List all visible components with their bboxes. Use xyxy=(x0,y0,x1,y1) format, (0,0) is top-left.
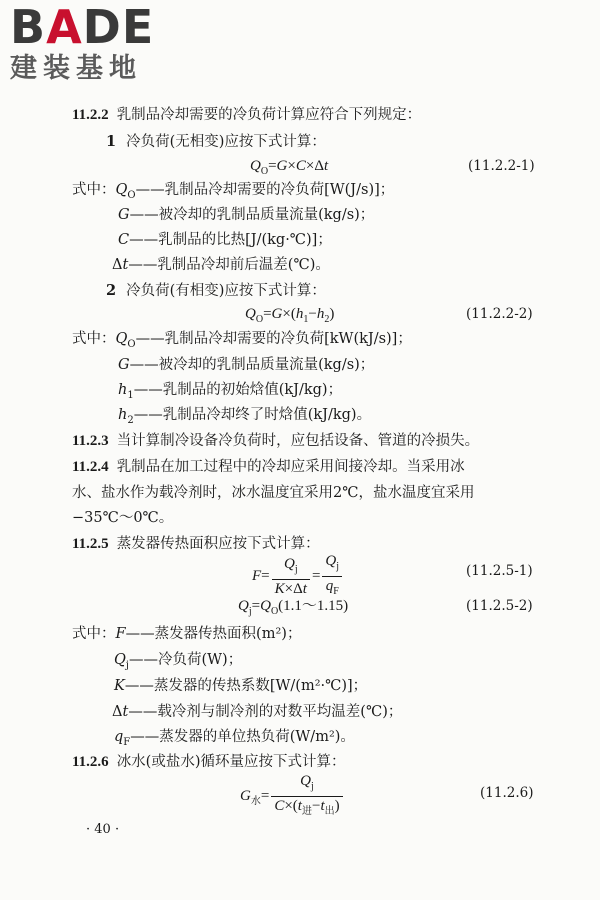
section-11-2-3 xyxy=(72,432,479,450)
where-row: $q_F——$蒸发器的单位热负荷(W/m²)。 xyxy=(114,729,355,748)
section-text: 乳制品在加工过程中的冷却应采用间接冷却。当采用冰 xyxy=(116,459,465,475)
where-row: 式中：$Q_O——$乳制品冷却需要的冷负荷[kW(kJ/s)]； xyxy=(72,331,412,350)
section-number: 11.2.2 xyxy=(72,107,109,123)
item-1 xyxy=(106,133,326,151)
where-row: $h_2——$乳制品冷却终了时焓值(kJ/kg)。 xyxy=(118,407,372,426)
formula-11-2-6: $G_水=$ $\frac{Q_j}{C\times(t_进-t_出)}$ xyxy=(240,772,345,821)
where-row: Δt——乳制品冷却前后温差(℃)。 xyxy=(112,257,330,273)
logo-accent-a: A xyxy=(46,0,83,54)
section-number: 11.2.4 xyxy=(72,459,109,475)
section-11-2-2-heading xyxy=(72,106,421,124)
section-text: 乳制品冷却需要的冷负荷计算应符合下列规定： xyxy=(116,107,422,123)
where-row: $h_1——$乳制品的初始焓值(kJ/kg)； xyxy=(118,382,343,401)
where-row: 式中：F——蒸发器传热面积(m²)； xyxy=(72,626,302,642)
equation-number: (11.2.2-1) xyxy=(468,158,535,174)
formula-11-2-2-1: $Q_O=G\times C\times\Delta t$ xyxy=(250,158,329,177)
section-number: 11.2.6 xyxy=(72,754,109,770)
equation-number: (11.2.2-2) xyxy=(466,306,533,322)
where-row: C——乳制品的比热[J/(kg·℃)]； xyxy=(118,232,332,248)
section-11-2-5 xyxy=(72,535,320,553)
item-text: 冷负荷(无相变)应按下式计算： xyxy=(126,134,326,150)
page-number: · 40 · xyxy=(86,822,120,837)
item-text: 冷负荷(有相变)应按下式计算： xyxy=(126,283,326,299)
where-row: G——被冷却的乳制品质量流量(kg/s)； xyxy=(118,357,375,373)
where-row: $Q_j——$冷负荷(W)； xyxy=(114,652,243,671)
section-text: 蒸发器传热面积应按下式计算： xyxy=(116,536,320,552)
formula-11-2-5-2: $Q_j=Q_O(1.1\sim 1.15)$ xyxy=(238,598,349,617)
item-number: 2 xyxy=(106,282,117,299)
section-11-2-6 xyxy=(72,753,346,771)
where-row: G——被冷却的乳制品质量流量(kg/s)； xyxy=(118,207,375,223)
logo-subtitle: 建装基地 xyxy=(10,53,142,84)
item-number: 1 xyxy=(106,133,117,150)
item-2 xyxy=(106,282,326,300)
section-text-cont: 水、盐水作为载冷剂时，冰水温度宜采用2℃，盐水温度宜采用 xyxy=(72,485,475,501)
site-logo xyxy=(10,0,180,84)
section-number: 11.2.3 xyxy=(72,433,109,449)
where-row: K——蒸发器的传热系数[W/(m²·℃)]； xyxy=(114,678,368,694)
equation-number: (11.2.5-2) xyxy=(466,598,533,614)
section-11-2-4 xyxy=(72,458,465,476)
formula-11-2-5-1: F= $\frac{Q_j}{K\times\Delta t}$ = $\frac{Q_j}{q_F}$ xyxy=(252,552,344,601)
section-text: 当计算制冷设备冷负荷时，应包括设备、管道的冷损失。 xyxy=(116,433,480,449)
where-row: Δt——载冷剂与制冷剂的对数平均温差(℃)； xyxy=(112,704,403,720)
formula-11-2-2-2: $Q_O=G\times(h_1-h_2)$ xyxy=(245,306,335,325)
equation-number: (11.2.5-1) xyxy=(466,563,533,579)
logo-wordmark: BADE xyxy=(10,0,155,54)
where-row: 式中：$Q_O——$乳制品冷却需要的冷负荷[W(J/s)]； xyxy=(72,182,395,201)
section-number: 11.2.5 xyxy=(72,536,109,552)
section-text: 冰水(或盐水)循环量应按下式计算： xyxy=(116,754,346,770)
section-text-cont: −35℃～0℃。 xyxy=(72,510,174,526)
equation-number: (11.2.6) xyxy=(480,785,534,801)
